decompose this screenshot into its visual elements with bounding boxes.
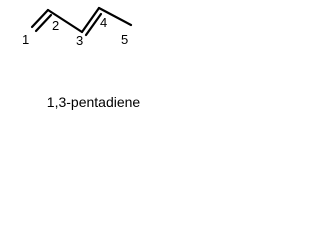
atom-number-1: 1 — [22, 32, 30, 47]
bond-c1-c2-double — [36, 15, 51, 31]
bond-c1-c2 — [32, 10, 48, 27]
atom-number-4: 4 — [100, 15, 108, 30]
atom-number-3: 3 — [76, 33, 84, 48]
atom-number-5: 5 — [121, 32, 129, 47]
skeletal-structure-diagram — [0, 0, 187, 131]
atom-number-2: 2 — [52, 18, 60, 33]
molecule-name-caption: 1,3-pentadiene — [46, 94, 141, 110]
